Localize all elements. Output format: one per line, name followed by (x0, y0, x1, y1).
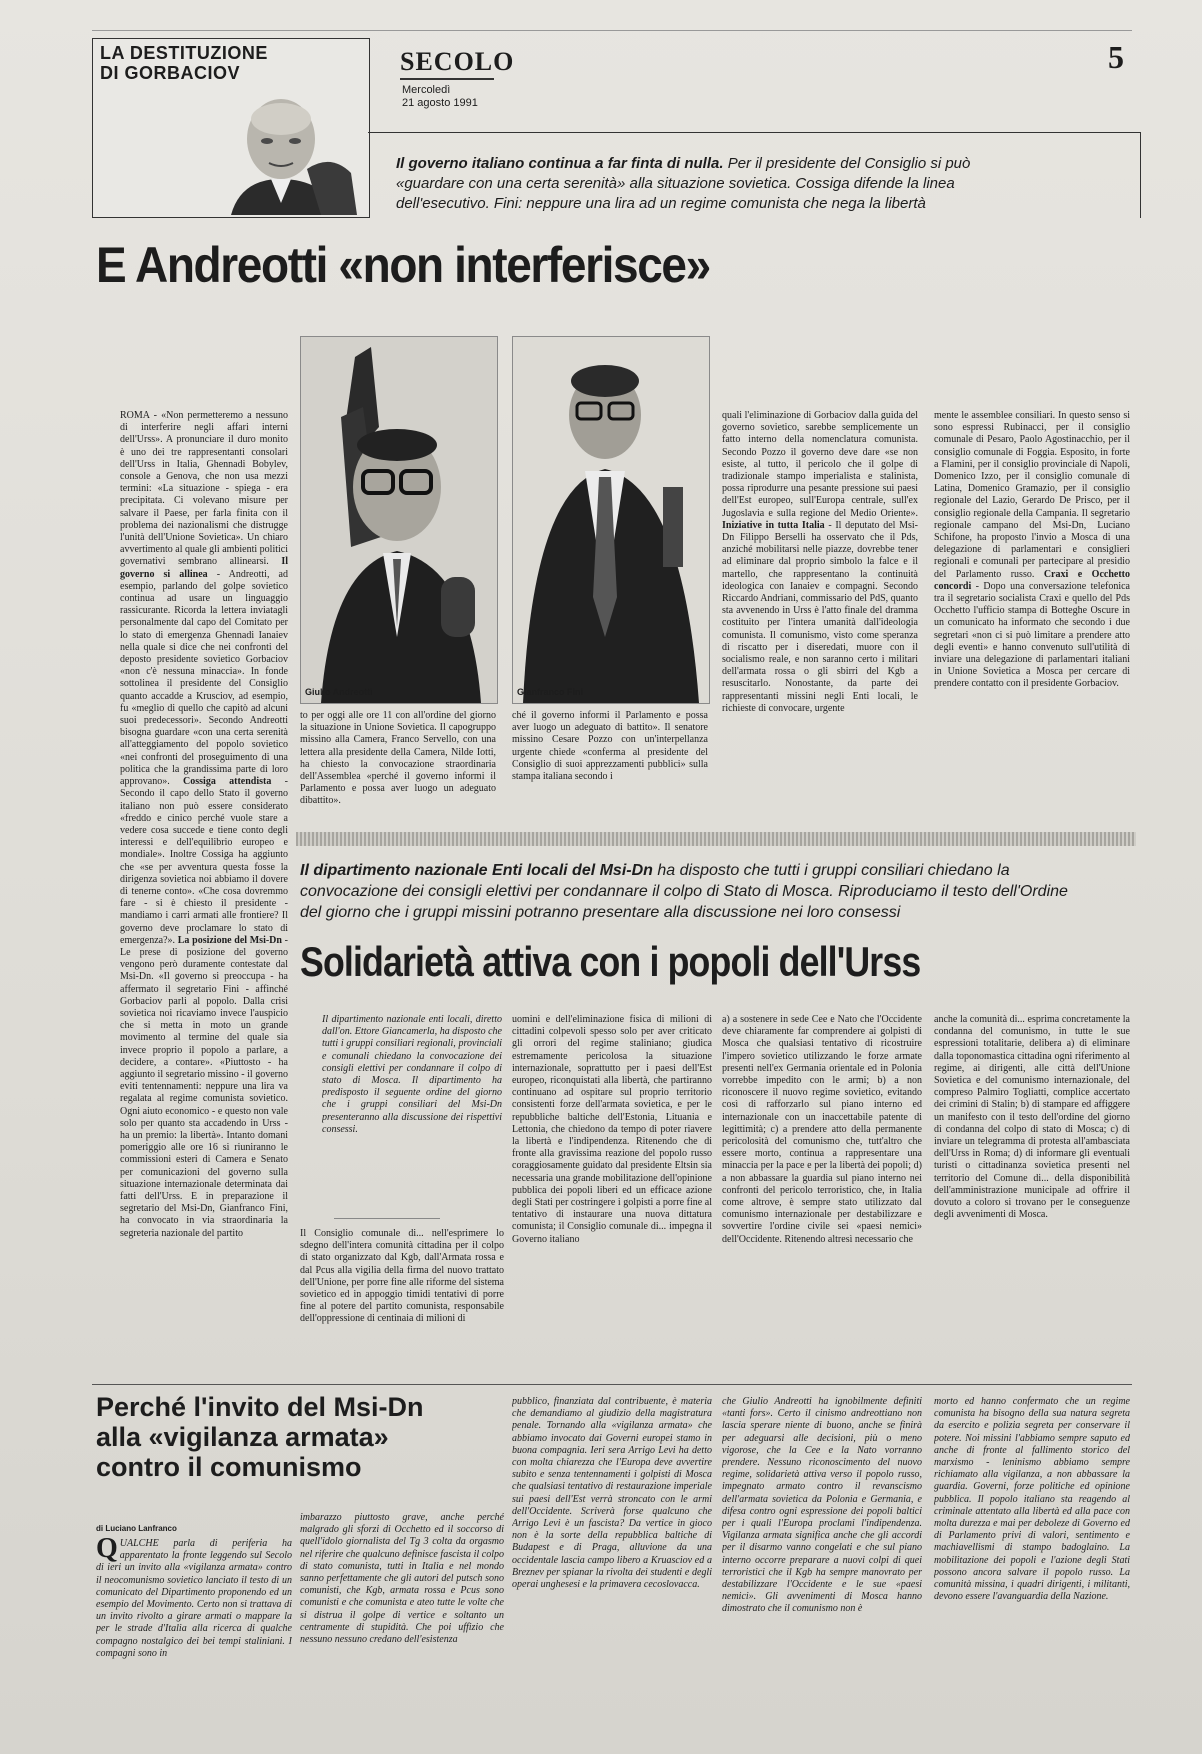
story2-intro-rule (334, 1218, 440, 1219)
story1-column-5 (934, 410, 1130, 824)
story2-column-2: uomini e dell'eliminazione fisica di milioni di cittadini colpevoli spesso solo per aver criticato gli orrori del regime staliniano; giudica estremamente pericolosa la situazione internazionale, soprattutto per i paesi dell'Est europeo, riconquistati alla libertà, che partiranno continuano ad ospitare sul proprio territorio consistenti forze dell'armata sovietica, e per le repubbliche baltiche dell'Estonia, Lituania e Lettonia, che chiedono da tempo di poter riavere la libertà e l'indipendenza. Ritenendo che di fronte alla gravissima reazione del popolo russo coraggiosamente guidato dal presidente Eltsin sia necessaria una grande mobilitazione dell'opinione pubblica dei popoli liberi ed un efficace azione degli Stati per costringere i golpisti a porre fine al tentativo di instaurare una nuova dittatura comunista; il Consiglio comunale di... impegna il Governo italiano (512, 1014, 712, 1245)
story1-col1-text-a: ROMA - «Non permetteremo a nessuno di interferire negli affari interni dell'Urss». A pronunciare il duro monito è uno dei tre rappresentanti consolari dell'Urss in Italia, Ghennadi Bobylev, console a Genova, che non usa mezzi termini: «La situazione - spiega - era precipitata. Ci volevano misure per salvare il Paese, per farla finita con il problema dei nazionalismi che distrugge l'unità dell'Unione Sovietica». Un chiaro avvertimento al quale gli ambienti politici governativi sembrano allinearsi. (120, 410, 288, 568)
masthead-name: SECOLO (400, 47, 515, 76)
story2-headline: Solidarietà attiva con i popoli dell'Urss (300, 938, 921, 985)
masthead-day: Mercoledì (402, 84, 451, 96)
story1-col5-text-b: - Dopo una conversazione telefonica tra il segretario socialista Craxi e quello del Pds Occhetto l'ufficio stampa di Botteghe Oscure in un comunicato ha informato che secondo i due segretari «non ci si può limitare a prendere atto degli eventi» e hanno convenuto sull'utilità di inviare una delegazione di parlamentari italiani in Unione Sovietica a Mosca per cercare di prendere contatto con il presidente Gorbaciov. (934, 580, 1130, 690)
story1-column-3: ché il governo informi il Parlamento e possa aver luogo un adeguato di battito». Il senatore missino Cesare Pozzo con un'interpellanza urgente chiede «conferma al presidente del Consiglio di suoi apprezzamenti pubblici» sulla stampa italiana secondo i (512, 710, 708, 783)
story1-deck-bold: Il governo italiano continua a far finta di nulla. (396, 155, 724, 172)
fini-photo-image (513, 337, 709, 703)
story3-column-3: pubblico, finanziata dal contribuente, è materia che demandiamo al giudizio della magistratura penale. Tornando alla «vigilanza armata» che abbiamo invocato dai Governi europei stamo in buona compagnia. Ieri sera Arrigo Levi ha detto con molta chiarezza che l'Europa deve avvertire subito e senza tentennamenti i golpisti di Mosca che qualsiasi tentativo di restaurazione imperiale sui paesi dell'Est verrà stroncato con le armi dell'Occidente. Scriverà forse qualcuno che Arrigo Levi è un fascista? Da vertice in gioco non è la sorte della repubblica baltiche di Budapest e di Praga, alluvione da una occidentale lascia campo libero a Kruasciov ed a Breznev per spianar la rivolta dei studenti e degli operai unghesesi e la primavera cecoslovacca. (512, 1396, 712, 1591)
story1-deck-text: Per il presidente del Consiglio si può «guardare con una certa serenità» alla situazione sovietica. Cossiga difende la linea dell'esecutivo. Fini: neppure una lira ad un regime comunista che nega la libertà (396, 155, 971, 212)
story3-column-2: imbarazzo piuttosto grave, anche perché malgrado gli sforzi di Occhetto ed il soccorso di quell'idolo giornalista del Tg 3 colta da orgasmo nel riferire che qualcuno definisce fascista il colpo di stato comunista, tutti in Italia e nel mondo sanno perfettamente che gli autori del putsch sono comunisti, che Kgb, armata rossa e Pcus sono comunisti e che comunista e ateo tutte le volte che si distrua il golpe di vertice e soltanto un centramente di stupidità. Che poi uffizio che nessuno nessuno credano dell'esistenza (300, 1512, 504, 1646)
story1-column-4 (722, 410, 918, 824)
fini-caption: Gianfranco Fini (517, 687, 584, 697)
story1-col4-text-a: quali l'eliminazione di Gorbaciov dalla guida del governo sovietico, sarebbe semplicemente un fatto interno della nomenclatura comunista. Secondo Pozzo il governo deve dare «se non esiste, al tutto, il pericolo che il golpe di tradizionale stampo imperialista e stalinista, possa riprodurre una pesante pressione sui paesi dell'Est europeo, sull'Europa centrale, sull'ex Jugoslavia e sulla regione del Medio Oriente». (722, 410, 918, 519)
story3-byline: di Luciano Lanfranco (96, 1524, 177, 1533)
story3-headline-line-3: contro il comunismo (96, 1452, 362, 1482)
fini-photo (512, 336, 710, 704)
section-separator-bar (296, 832, 1136, 846)
story1-col4-text-b: - Il deputato del Msi-Dn Filippo Berselli ha osservato che il Pds, anziché mobilitarsi nelle piazze, dovrebbe tener ad eliminare dal proprio simbolo la falce e il martello, che rappresentano la continuità ideologica con Ianaiev e compagni. Secondo Riccardo Andriani, commissario del PdS, quanto sta avvenendo in Urss è l'atto finale del dramma costituito per l'intera umanità dall'ideologia comunista. Il comunismo, visto come speranza di riscatto per i diseredati, muore con il socialismo reale, e non saranno certo i militari dell'armata rossa o gli sbirri del Kgb a resuscitarlo. Nonostante, da parte dei rappresentanti missini negli Enti locali, le richieste di convocare, urgente (722, 519, 918, 714)
story1-col5-sub: Craxi e Occhetto concordi (934, 568, 1130, 592)
story1-col4-sub: Iniziative in tutta Italia (722, 519, 825, 531)
story2-deck-bold: Il dipartimento nazionale Enti locali del Msi-Dn (300, 862, 653, 879)
story3-col1-text: UALCHE parla di periferia ha apparentato la fronte leggendo sul Secolo di ieri un invito alla «vigilanza armata» contro il neocomunismo sovietico lanciato il testo di un comunicato del Dipartimento proponendo ed un esempio del Movimento. Certo non si trattava di un invito rivolto a girare armati o mappare la per le strade d'Italia alla ricerca di qualche compagno nostalgico dei bei tempi staliniani. I compagni sono in (96, 1538, 292, 1659)
gorbaciov-portrait (211, 83, 361, 215)
andreotti-caption: Giulio Andreotti (305, 687, 373, 697)
story3-headline-line-1: Perché l'invito del Msi-Dn (96, 1392, 424, 1422)
andreotti-photo-image (301, 337, 497, 703)
story1-col5-text-a: mente le assemblee consiliari. In questo senso si sono espressi Rubinacci, per il consiglio comunale di Pesaro, Paolo Agostinacchio, per il consiglio comunale di Foggia. Esposito, in forte a Flamini, per il consiglio provinciale di Napoli, Domenico Izzo, per il consiglio comunale di Latina, Domenico Gramazio, per il consiglio regionale del Lazio, Gerardo De Prisco, per il consiglio regionale della Campania. Il segretario regionale campano del Msi-Dn, Luciano Schifone, ha proposto l'invio a Mosca di una delegazione di parlamentari e consiglieri regionali e comunali per partecipare al presidio del Parlamento russo. (934, 410, 1130, 580)
kicker-line-2: DI GORBACIOV (100, 63, 241, 83)
story2-column-3: a) a sostenere in sede Cee e Nato che l'Occidente deve chiaramente far comprendere ai golpisti di Mosca che qualsiasi tentativo di ricostruire l'impero sovietico utilizzando le forze armate presenti nell'ex Germania orientale ed in Polonia vorrebbe impedito con le armi; b) a non riconoscere il nuovo regime sovietico, evitando così di rafforzarlo sul piano interno ed internazionale con un inaccettabile patente di legittimità; c) a prendere atto della permanente pericolosità del comunismo che, tutt'altro che essere morto, continua a rappresentare una minaccia per la pace e per la libertà dei popoli; d) a non abbassare la guardia sul piano interno nei confronti del pericolo terroristico, che, in Italia come altrove, è sempre stato utilizzato dal comunismo internazionale per destabilizzare e sovvertire l'ordine civile sei «paesi nemici» dell'Occidente. Ritenendo altresì necessario che (722, 1014, 922, 1245)
story2-column-1: Il Consiglio comunale di... nell'esprimere lo sdegno dell'intera comunità cittadina per il colpo di stato organizzato dal Kgb, dall'Armata rossa e dal Pcus alla vigilia della firma del nuovo trattato dell'Unione, per porre fine alle riforme del sistema sovietico ed in appoggio timidi tentativi di porre fine al potere del partito comunista, responsabile dell'oppressione di centinaia di milioni di (300, 1228, 504, 1325)
story2-deck (300, 860, 1090, 923)
story3-dropcap: Q (96, 1538, 118, 1564)
story1-column-1 (120, 410, 288, 1370)
story1-col1-text-d: - Le prese di posizione del governo vengono però duramente contestate dal Msi-Dn. «Il governo si preoccupa - ha affermato il segretario Fini - affinché Gorbaciov parli al popolo. Dalla crisi sovietica noi ricaviamo invece l'auspicio che si metta in moto un grande movimento al termine del quale sia invece proprio il popolo a parlare, a decidere, a contare». «Piuttosto - ha aggiunto il segretario missino - il governo eviti tentennamenti: neppure una lira va regalata al regime comunista sovietico. Ogni aiuto economico - e questo non vale solo per quanto sta accadendo in Urss - ha un premio: la libertà». Intanto domani pomeriggio alle ore 16 si riuniranno le commissioni esteri di Camera e Senato per comunicazioni del governo sulla situazione internazionale determinata dai fatti dell'Urss. E in preparazione il segretario del Msi-Dn, Gianfranco Fini, ha convocato in via straordinaria la segreteria nazionale del partito (120, 934, 288, 1239)
kicker-title (100, 43, 268, 83)
kicker-box (92, 38, 370, 218)
masthead-underline (400, 78, 494, 80)
story3-column-4: che Giulio Andreotti ha ignobilmente definiti «tanti fors». Certo il cinismo andreottiano non lascia sperare niente di buono, anche se finirà per adeguarsi alle decisioni, più o meno vigorose, che la Cee e la Nato vorranno prendere. Nessuno riconoscimento del nuovo regime, solidarietà attiva verso il popolo russo, impegnato armato contro il revanscismo dell'armata sovietica da Polonia e Germania, e difesa contro ogni espressione dei popoli baltici per i quali l'Europa proclami l'indipendenza. Vigilanza armata significa anche che gli accordi per il disarmo vanno congelati e che sul piano interno occorre preparare a nuovi colpi di quei terroristici che il Kgb ha sempre manovrato per destabilizzare l'Occidente e le sue «paesi nemici». Gli avvenimenti di Mosca hanno dimostrato che il comunismo non è (722, 1396, 922, 1615)
story2-intro: Il dipartimento nazionale enti locali, diretto dall'on. Ettore Giancamerla, ha disposto che tutti i gruppi consiliari regionali, provinciali e comunali chiedano la convocazione dei consigli elettivi per condannare il colpo di stato di Mosca. Il dipartimento ha predisposto il seguente ordine del giorno che i gruppi consiliari del Msi-Dn presenteranno alla discussione dei rispettivi consessi. (322, 1014, 502, 1135)
story2-deck-text: ha disposto che tutti i gruppi consiliari chiedano la convocazione dei consigli elettivi per condannare il colpo di Stato di Mosca. Riproduciamo il testo dell'Ordine del giorno che i gruppi missini potranno presentare alla discussione nei loro consessi (300, 862, 1068, 921)
andreotti-photo (300, 336, 498, 704)
story3-headline (96, 1392, 426, 1482)
masthead-date: 21 agosto 1991 (402, 97, 478, 109)
bottom-section-rule (92, 1384, 1132, 1385)
story1-headline: E Andreotti «non interferisce» (96, 237, 710, 293)
story1-col1-sub-2: Cossiga attendista (183, 776, 272, 788)
page-number: 5 (1108, 39, 1124, 75)
story1-col1-sub-1: Il governo si allinea (120, 556, 288, 580)
kicker-line-1: LA DESTITUZIONE (100, 43, 268, 63)
story1-deck (396, 154, 1036, 214)
story1-col1-sub-3: La posizione del Msi-Dn (177, 934, 282, 946)
story1-column-2: to per oggi alle ore 11 con all'ordine del giorno la situazione in Unione Sovietica. Il capogruppo missino alla Camera, Franco Servello, con una lettera alla presidente della Camera, Nilde Iotti, ha chiesto la convocazione straordinaria dell'Assemblea «perché il governo informi il Parlamento e possa aver luogo un adeguato dibattito». (300, 710, 496, 807)
story3-headline-line-2: alla «vigilanza armata» (96, 1422, 389, 1452)
story2-column-4: anche la comunità di... esprima concretamente la condanna del comunismo, in tutte le sue espressioni totalitarie, delibera a) di eliminare dalla toponomastica cittadina ogni riferimento al regime, ai dirigenti, alle città dell'Unione Sovietica e del comunismo internazionale, del compreso Palmiro Togliatti, complice accertato dei crimini di Stalin; b) di stampare ed affiggere un manifesto con il testo dell'ordine del giorno di condanna del colpo di stato di Mosca; c) di inviare un telegramma di protesta all'ambasciata dell'Urss in Roma; d) di informare gli eventuali turisti o cittadinanza sovietica presenti nel territorio del Comune di... della disponibilità dell'amministrazione municipale ad offrire il dovuto a coloro si trovano per le conseguenze degli avvenimenti di Mosca. (934, 1014, 1130, 1221)
story3-column-5: morto ed hanno confermato che un regime comunista ha bisogno della sua natura segreta da esercito e polizia segreta per conservare il potere. Noi missini l'abbiamo sempre saputo ed anche di fronte al fallimento storico del marxismo - leninismo abbiamo sempre richiamato alla vigilanza, a non abbassare la guardia. Governi, forze politiche ed opinione pubblica. Il popolo italiano sta reagendo al criminale attentato alla libertà ed alla pace con molta durezza e mai per deboleze di Governo ed di Parlamento privi di valori, sentimento e machiavellismi di stampo badoglaino. La mobilitazione dei popoli e l'azione degli Stati possono ancora salvare il popolo russo. La comunità missina, i quadri dirigenti, i militanti, devono essere l'avanguardia della Nazione. (934, 1396, 1130, 1603)
top-rule (92, 30, 1132, 31)
story1-col1-text-b: - Andreotti, ad esempio, parlando del golpe sovietico continua ad usare un linguaggio rassicurante. Ricorda la lettera inviatagli personalmente dal capo del Comitato per lo stato di emergenza Ghennadi Ianaiev nella quale si dice che nei confronti del deposto presidente sovietico Gorbaciov «non c'è nessuna minaccia». In fonde sottolinea il presidente del Consiglio quanto accadde a Krusciov, ad esempio, fu «meglio di quello che capitò ad alcuni suoi predecessori». Secondo Andreotti bisogna guardare «con una certa serenità all'atteggiamento del popolo sovietico «nei confronti del proseguimento di una politica che la grandissima parte di loro approvano». (120, 568, 288, 788)
story1-col1-text-c: - Secondo il capo dello Stato il governo italiano non può essere considerato «freddo e cinico perché vuole stare a vedere cosa succede e tiene conto degli interessi e dell'equilibrio europeo e mondiale». Inoltre Cossiga ha aggiunto che «se per avventura questa fosse la dirigenza sovietica noi abbiamo il dovere di tenerne conto». «Che cosa dovremmo fare - si è chiesto il presidente - mandiamo i carri armati alle frontiere? Il governo deve proclamare lo stato di emergenza?». (120, 776, 288, 946)
story3-column-1 (96, 1538, 292, 1738)
